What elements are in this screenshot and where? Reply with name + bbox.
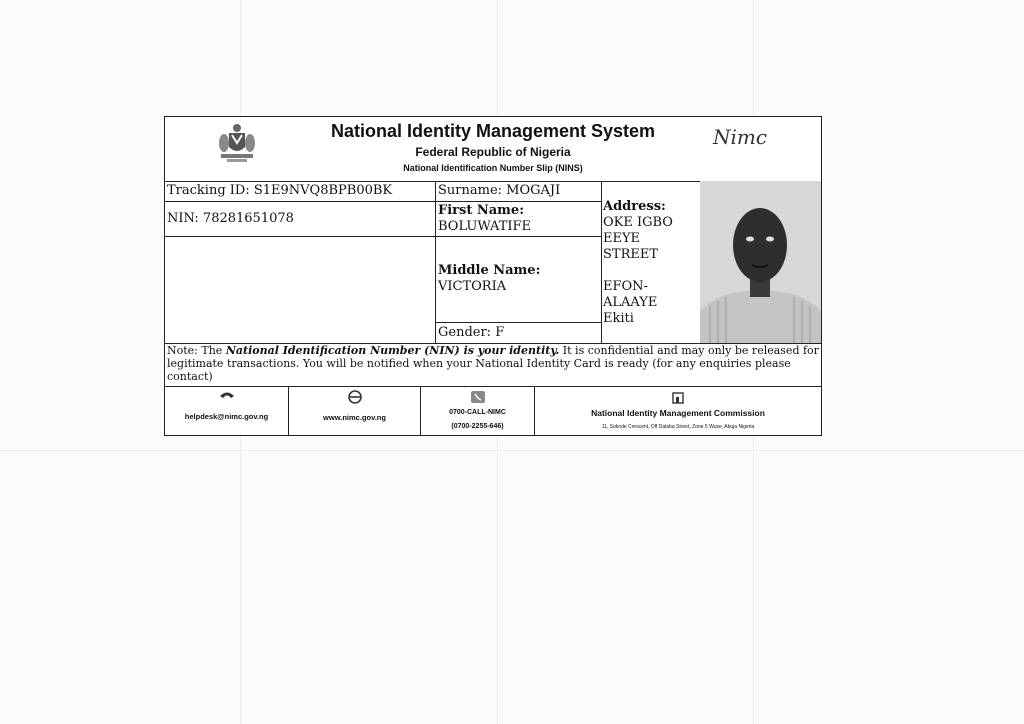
address-cell [601,181,700,343]
tracking-id: Tracking ID: S1E9NVQ8BPB00BK [165,181,435,202]
building-icon [672,390,684,404]
slip-name: National Identification Number Slip (NINS) [403,163,583,173]
footer-org-cell [535,387,821,435]
footer-web-cell [289,387,421,435]
slip-header [165,117,821,182]
phone-number: 0700-CALL-NIMC [449,409,506,416]
holder-photo [700,181,821,343]
first-name-value: BOLUWATIFE [438,219,532,234]
phone-number-digits: (0700-2255-646) [451,423,504,430]
note-prefix: Note: The [167,344,226,357]
holder-photo-image [700,181,821,343]
address-line: Ekiti [603,311,634,326]
note-body: It is confidential and may only be released for legitimate transactions. You will be notified when your National Identity Card is ready (for any enquiries please contact) [167,344,819,383]
phone-handset-icon [219,390,235,402]
nimc-logo: Nimc [713,125,768,149]
middle-name-label: Middle Name: [438,263,541,278]
first-name-label: First Name: [438,203,524,218]
footer-email-cell [165,387,289,435]
website-link: www.nimc.gov.ng [323,413,386,422]
address-label: Address: [603,199,666,214]
middle-name-value: VICTORIA [438,279,507,294]
footer-phone-cell [421,387,535,435]
note-emphasis: National Identification Number (NIN) is your identity. [225,344,560,357]
org-name: National Identity Management Commission [591,408,765,418]
helpdesk-email: helpdesk@nimc.gov.ng [184,412,269,421]
address-line: OKE IGBO [603,215,673,230]
surname: Surname: MOGAJI [435,181,601,202]
paper-fold-horizontal [0,450,1024,451]
gender: Gender: F [435,323,601,343]
first-name-cell [435,202,601,237]
address-line: EEYE STREET [603,231,659,262]
browser-icon [348,390,362,404]
nin-slip [164,116,822,436]
org-address: 11, Sokode Crescent, Off Dalaba Street, Zone 5 Wuse, Abuja Nigeria [601,424,755,430]
phone-icon [470,390,486,404]
page-subtitle: Federal Republic of Nigeria [415,145,571,159]
address-line: ALAAYE [603,295,658,310]
middle-name-cell [435,237,601,323]
address-line: EFON- [603,279,648,294]
nin-value: NIN: 78281651078 [165,202,435,237]
page-title: National Identity Management System [330,121,656,141]
note-text [165,343,821,387]
blank-cell [165,237,435,343]
